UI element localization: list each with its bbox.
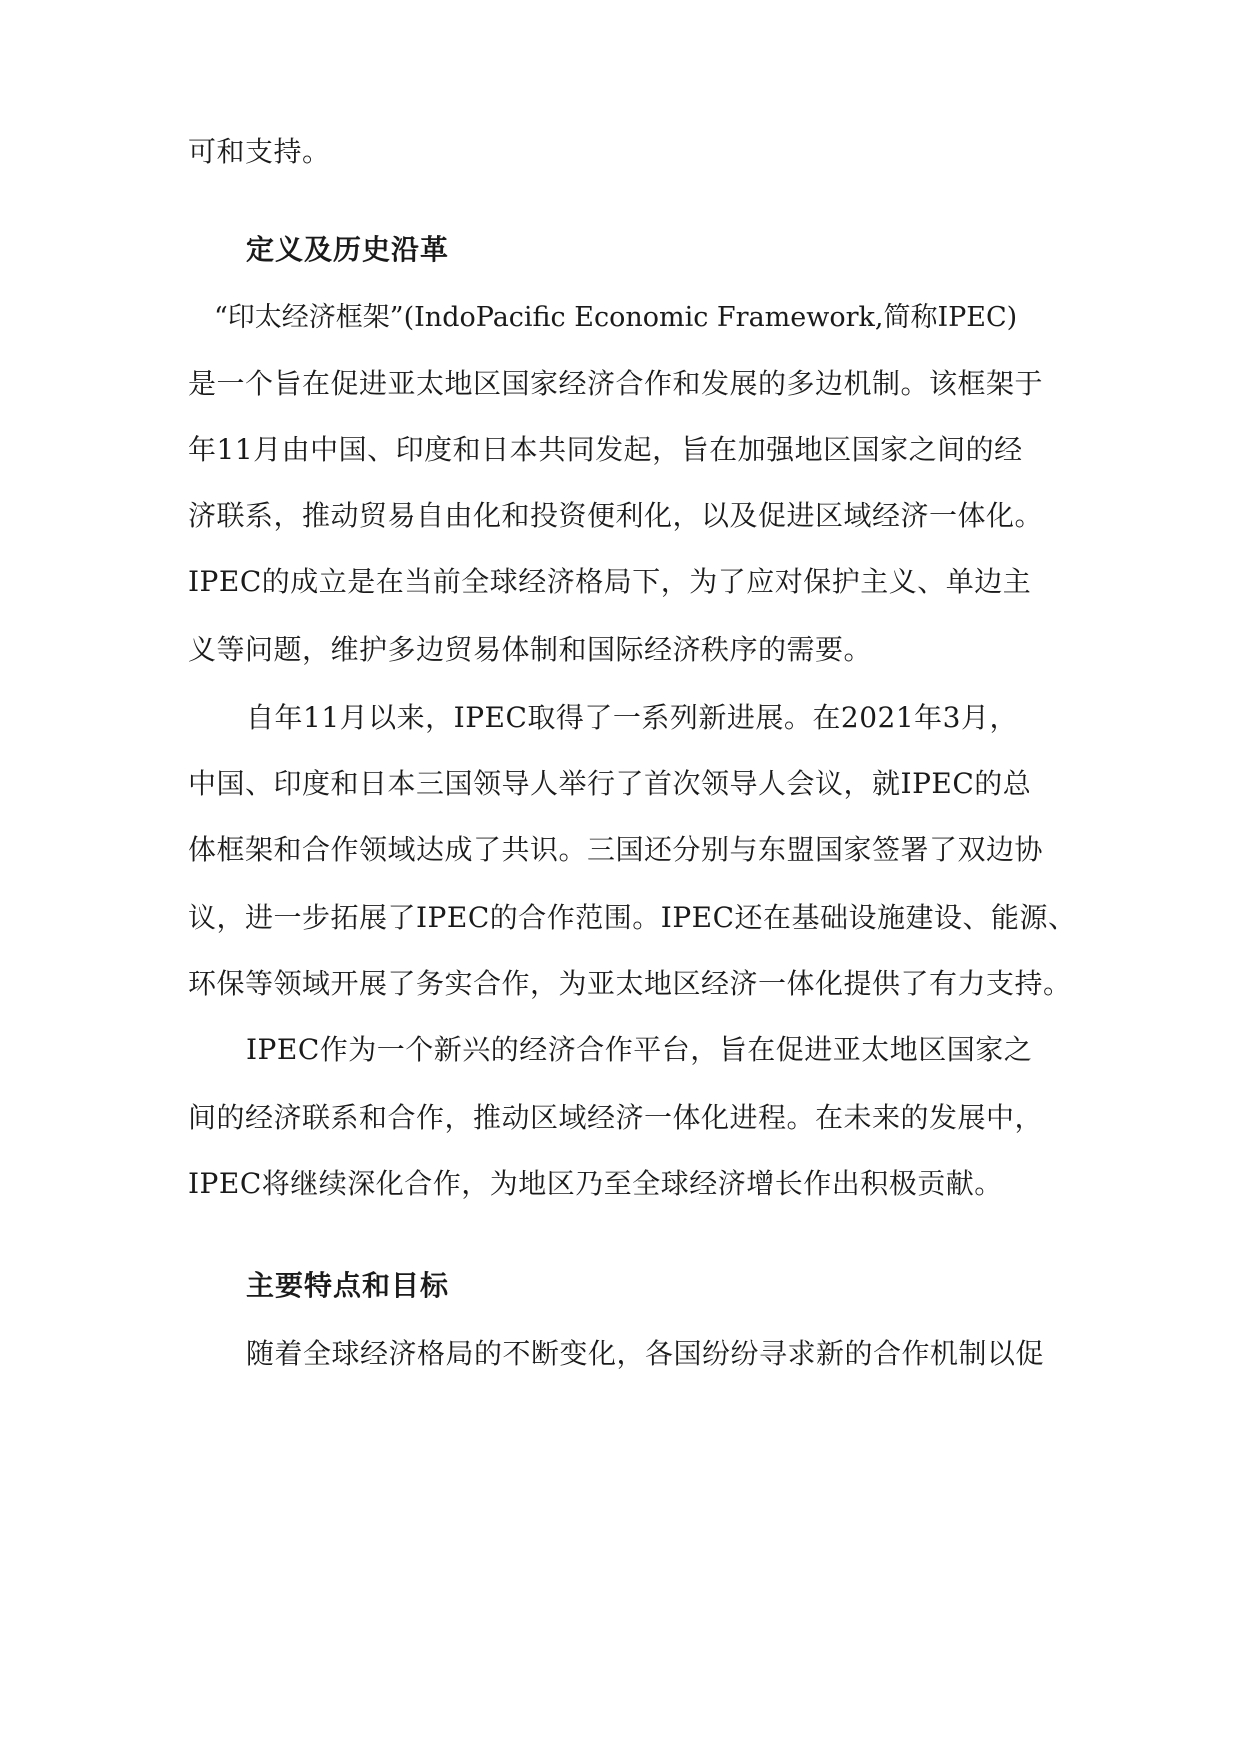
text-line: “印太经济框架”(IndoPacific Economic Framework,简称IPEC) [214,302,1018,333]
text-line: 中国、印度和日本三国领导人举行了首次领导人会议，就IPEC的总 [188,767,1032,800]
section-heading: 主要特点和目标 [246,1269,450,1302]
text-line: 议，进一步拓展了IPEC的合作范围。IPEC还在基础设施建设、能源、 [188,901,1077,934]
text-line: 间的经济联系和合作，推动区域经济一体化进程。在未来的发展中， [188,1101,1044,1134]
text-line: 环保等领域开展了务实合作，为亚太地区经济一体化提供了有力支持。 [188,967,1072,1000]
text-line: 是一个旨在促进亚太地区国家经济合作和发展的多边机制。该框架于 [188,367,1044,400]
text-line: IPEC作为一个新兴的经济合作平台，旨在促进亚太地区国家之 [246,1033,1033,1066]
text-line: 可和支持。 [188,135,331,168]
section-heading: 定义及历史沿革 [246,233,450,266]
text-line: 济联系，推动贸易自由化和投资便利化，以及促进区域经济一体化。 [188,499,1044,532]
text-line: 义等问题，维护多边贸易体制和国际经济秩序的需要。 [188,633,873,666]
text-line: 自年11月以来，IPEC取得了一系列新进展。在2021年3月， [246,701,1018,734]
text-line: 年11月由中国、印度和日本共同发起，旨在加强地区国家之间的经 [188,433,1023,466]
text-line: 随着全球经济格局的不断变化，各国纷纷寻求新的合作机制以促 [246,1337,1045,1370]
text-line: 体框架和合作领域达成了共识。三国还分别与东盟国家签署了双边协 [188,833,1044,866]
text-line: IPEC将继续深化合作，为地区乃至全球经济增长作出积极贡献。 [188,1167,1003,1200]
text-line: IPEC的成立是在当前全球经济格局下，为了应对保护主义、单边主 [188,565,1032,598]
